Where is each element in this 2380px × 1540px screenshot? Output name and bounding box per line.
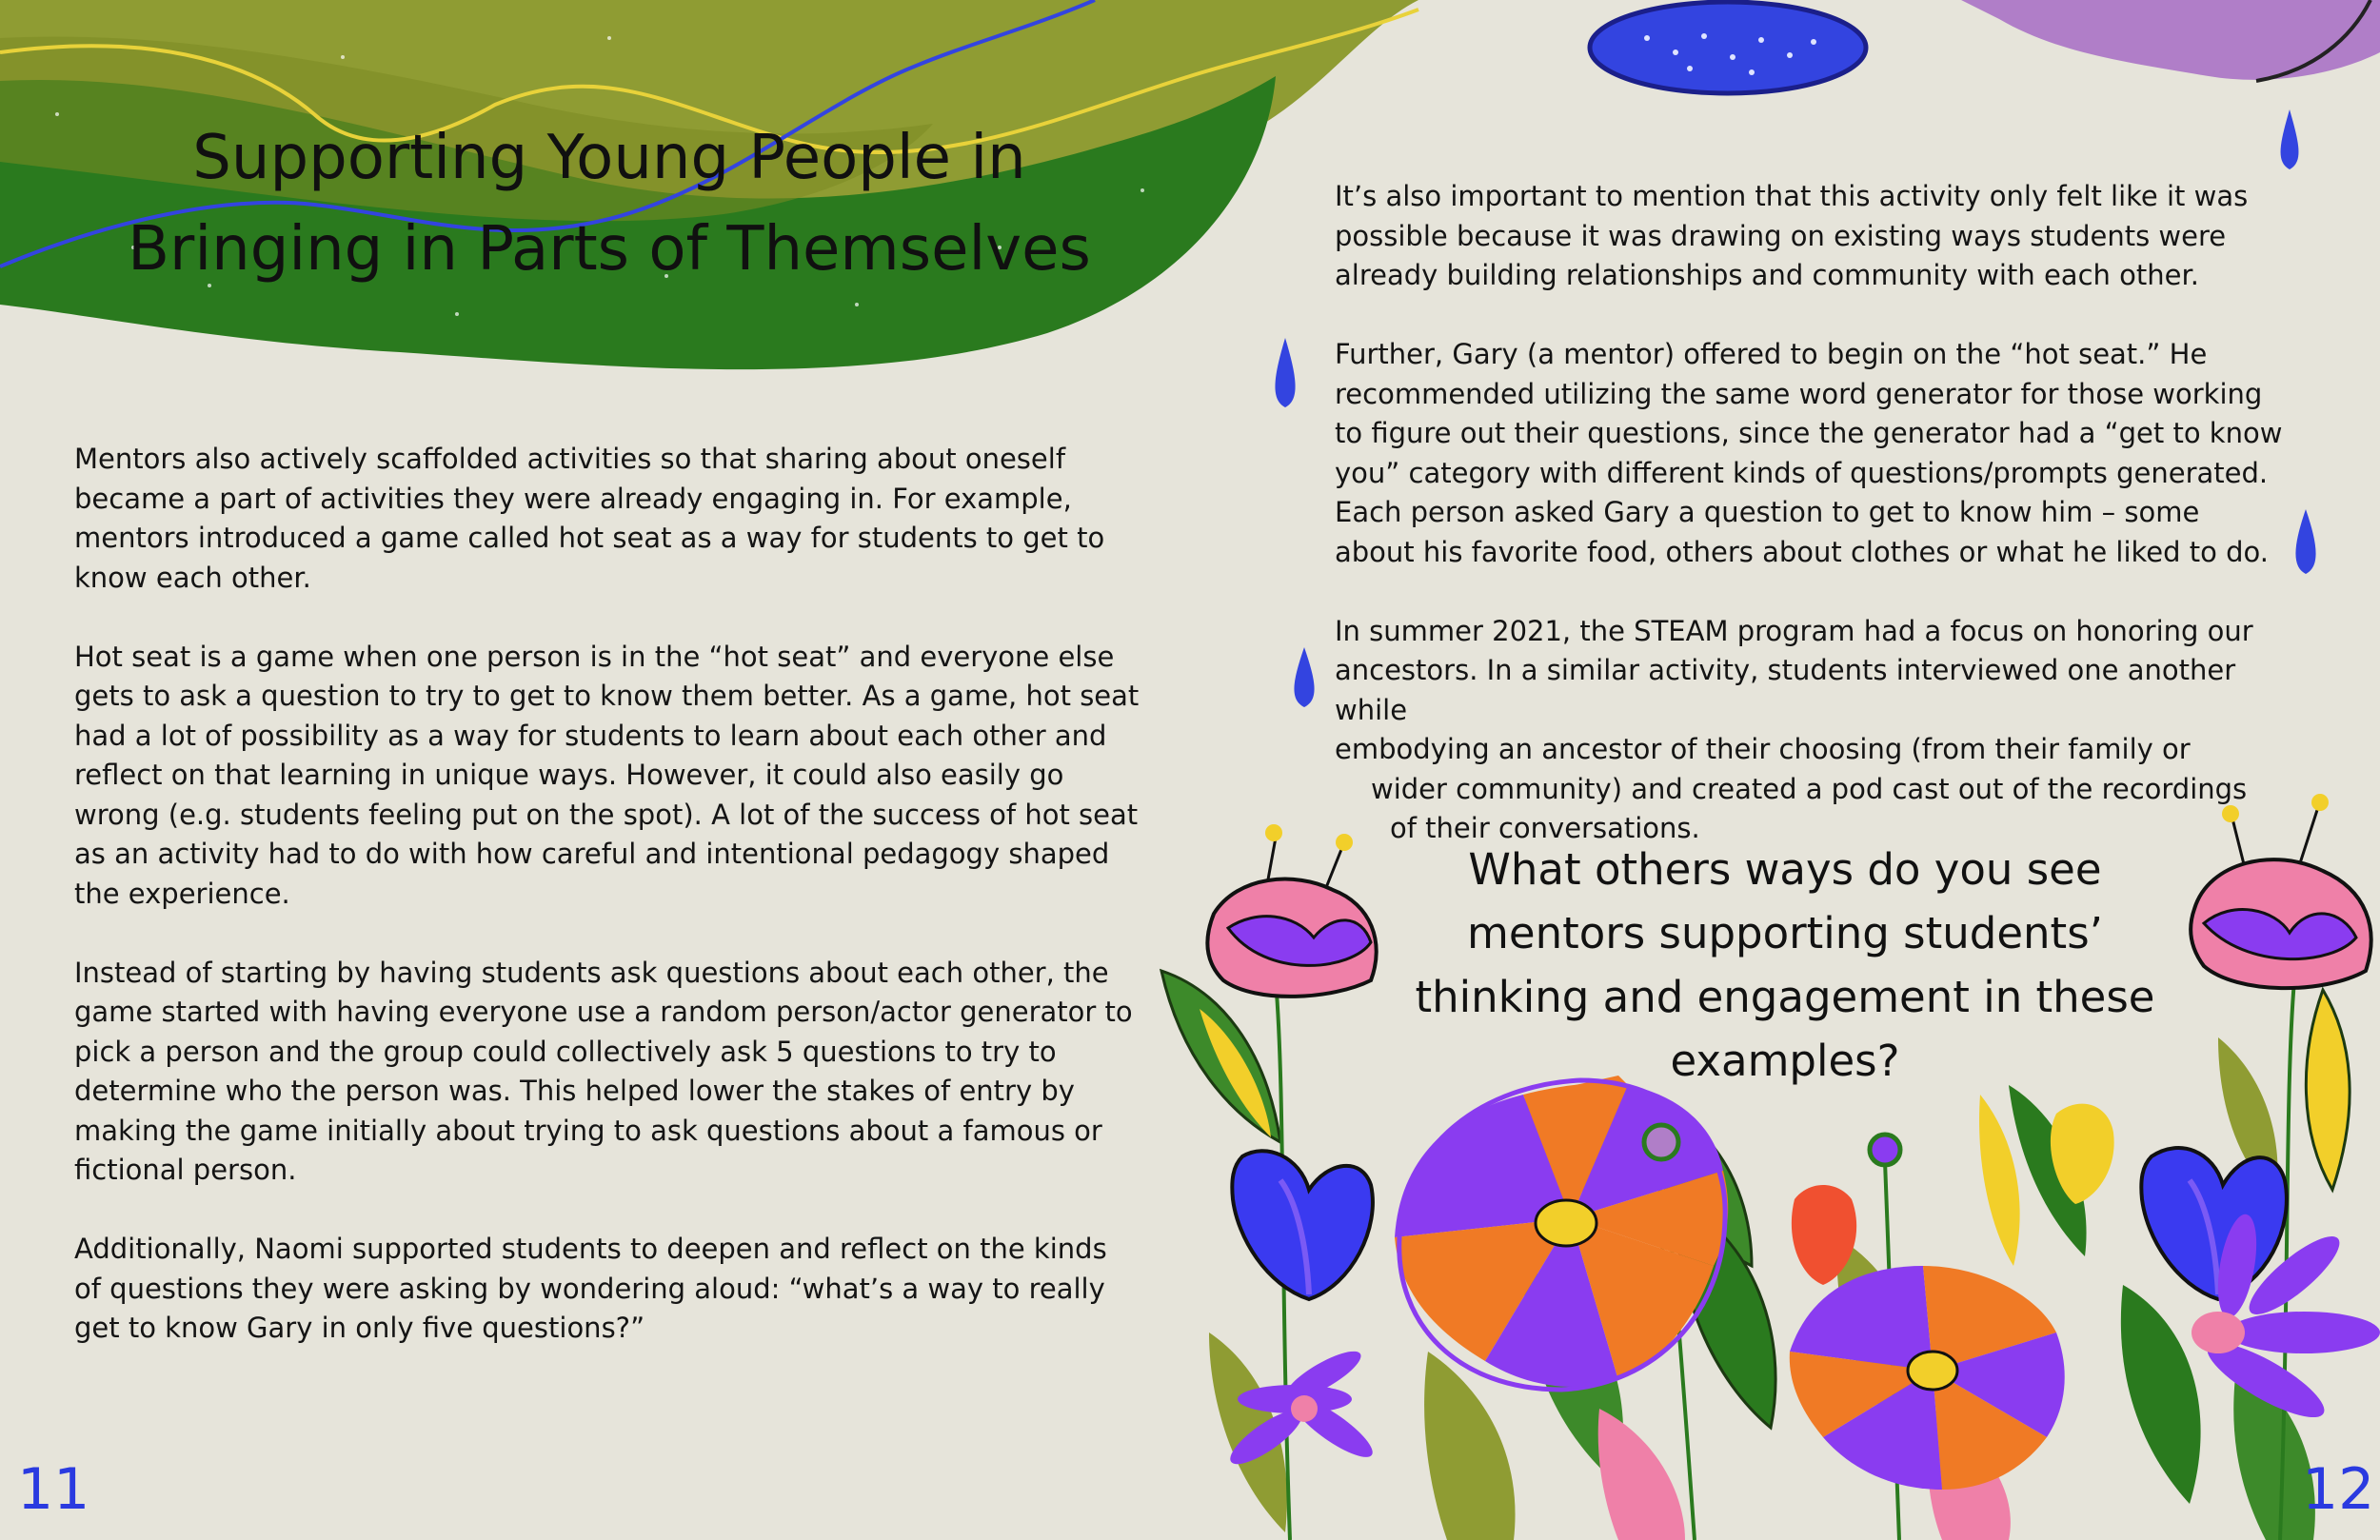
title-line-1: Supporting Young People in bbox=[192, 123, 1026, 193]
right-column-text bbox=[1335, 177, 2287, 849]
paragraph-mentors-scaffolded: Mentors also actively scaffolded activities so that sharing about oneself became a part of activities they were already engaging in. For example, mentors introduced a game called hot seat as a way for students to get to know each other. bbox=[74, 443, 1105, 594]
summer-line-2: ancestors. In a similar activity, students interviewed one another while bbox=[1335, 654, 2236, 726]
sparkle-dot bbox=[55, 112, 59, 116]
page-title bbox=[86, 112, 1133, 295]
paragraph-existing-ways: It’s also important to mention that this activity only felt like it was possible because it was drawing on existing ways students were already building relationships and community with each other. bbox=[1335, 180, 2249, 291]
summer-line-3: embodying an ancestor of their choosing (from their family or bbox=[1335, 733, 2191, 765]
summer-line-1: In summer 2021, the STEAM program had a focus on honoring our bbox=[1335, 614, 2253, 647]
leaf-shape bbox=[1598, 1409, 1685, 1540]
water-drop-shape bbox=[2281, 109, 2299, 169]
title-line-2: Bringing in Parts of Themselves bbox=[128, 214, 1091, 285]
shower-head-shape bbox=[1590, 2, 1866, 93]
reflection-question: What others ways do you see mentors supporting students’ thinking and engagement in these examples? bbox=[1415, 844, 2155, 1086]
fan-flower-medium bbox=[1790, 1266, 2065, 1490]
blue-tulip-left bbox=[1232, 1151, 1373, 1299]
paragraph-naomi: Additionally, Naomi supported students to deepen and reflect on the kinds of questions they were asking by wondering aloud: “what’s a way to really get to know Gary in only five questions?” bbox=[74, 1233, 1107, 1344]
paragraph-random-generator: Instead of starting by having students ask questions about each other, the game started with having everyone use a random person/actor generator to pick a person and the group could collectively ask 5 questions to try to determine who the person was. This helped lower the stakes of entry by making the game initially about trying to ask questions about a famous or fictional person. bbox=[74, 956, 1133, 1186]
blue-tulip-right bbox=[2141, 1148, 2287, 1299]
bud-shape bbox=[1870, 1135, 1900, 1165]
sparkle-dot bbox=[607, 36, 611, 40]
water-drop-shape bbox=[2295, 509, 2315, 574]
page-number-right: 12 bbox=[2302, 1456, 2375, 1523]
leaf-shape bbox=[2121, 1285, 2201, 1504]
paragraph-summer-2021 bbox=[1335, 612, 2287, 849]
summer-line-4: wider community) and created a pod cast out of the recordings bbox=[1371, 772, 2248, 805]
water-drop-shape bbox=[1294, 647, 1314, 707]
leaf-shape bbox=[1979, 1095, 2020, 1266]
sparkle-dot bbox=[341, 55, 345, 59]
sparkle-dot bbox=[455, 312, 459, 316]
water-drop-shape bbox=[1275, 338, 1295, 407]
leaf-shape bbox=[2306, 990, 2350, 1190]
left-column-text bbox=[74, 440, 1140, 1388]
pink-flower-left bbox=[1207, 824, 1376, 997]
paragraph-hot-seat: Hot seat is a game when one person is in the “hot seat” and everyone else gets to ask a question to try to get to know them better. As a game, hot seat had a lot of possibility as a way for students to learn about each other and reflect on that learning in unique ways. However, it could also easily go wrong (e.g. students feeling put on the spot). A lot of the success of hot seat as an activity had to do with how careful and intentional pedagogy shaped the experience. bbox=[74, 640, 1140, 910]
sparkle-dot bbox=[855, 303, 859, 306]
page-number-left: 11 bbox=[17, 1456, 90, 1523]
bud-shape bbox=[1644, 1125, 1678, 1159]
paragraph-gary-hot-seat: Further, Gary (a mentor) offered to begin on the “hot seat.” He recommended utilizing the same word generator for those working to figure out their questions, since the generator had a “get to know you” category with different kinds of questions/prompts generated. Each person asked Gary a question to get to know him – some about his favorite food, others about clothes or what he liked to do. bbox=[1335, 338, 2283, 568]
sparkle-dot bbox=[1140, 188, 1144, 192]
summer-line-5: of their conversations. bbox=[1390, 812, 1700, 844]
purple-shape bbox=[1961, 0, 2380, 80]
